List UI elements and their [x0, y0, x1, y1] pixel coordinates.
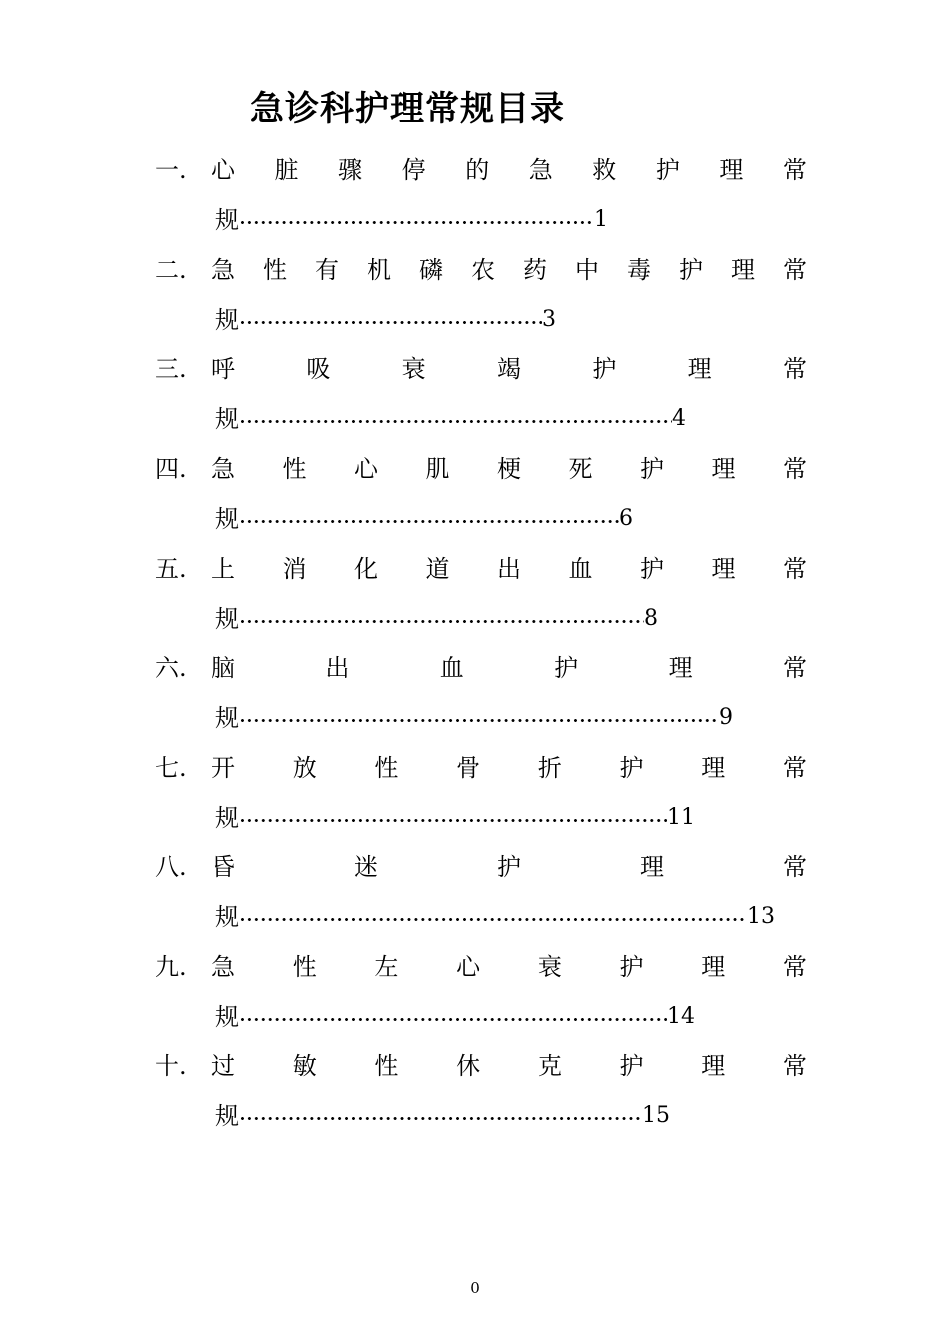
- page-footer-number: 0: [470, 1279, 480, 1297]
- toc-title-char: 理: [711, 555, 736, 583]
- toc-title-char: 常: [783, 455, 807, 483]
- toc-title-char: 呼: [211, 355, 235, 383]
- toc-title-char: 折: [537, 754, 562, 782]
- toc-title-char: 护: [592, 355, 617, 383]
- toc-entry-number: 十.: [155, 1052, 187, 1080]
- toc-title-char: 常: [782, 754, 807, 782]
- toc-entry-title: [211, 947, 807, 987]
- toc-title-char: 性: [374, 1052, 399, 1080]
- toc-title-char: 药: [523, 256, 547, 284]
- toc-title-char: 护: [655, 156, 680, 184]
- toc-title-char: 理: [668, 654, 693, 682]
- toc-entry[interactable]: [0, 250, 950, 350]
- toc-title-last-char: 规: [215, 505, 239, 533]
- toc-title-last-char: 规: [215, 405, 239, 433]
- toc-entry[interactable]: [0, 349, 950, 449]
- toc-title-char: 急: [211, 455, 235, 483]
- toc-title-char: 骨: [456, 754, 481, 782]
- toc-title-char: 机: [367, 256, 391, 284]
- dot-leader: [239, 321, 542, 324]
- toc-title-char: 敏: [292, 1052, 317, 1080]
- toc-page-number: 15: [642, 1103, 670, 1128]
- toc-entry[interactable]: [0, 748, 950, 848]
- toc-title-char: 常: [783, 256, 807, 284]
- toc-title-char: 救: [592, 156, 617, 184]
- toc-entry[interactable]: [0, 648, 950, 748]
- toc-entry[interactable]: [0, 150, 950, 250]
- toc-title-char: 开: [211, 754, 235, 782]
- toc-page-number: 6: [619, 506, 633, 531]
- toc-title-char: 理: [711, 455, 736, 483]
- dot-leader: [239, 1018, 667, 1021]
- toc-title-last-char: 规: [215, 704, 239, 732]
- toc-title-char: 理: [701, 953, 726, 981]
- toc-entry-number: 九.: [155, 953, 187, 981]
- toc-title-char: 磷: [419, 256, 443, 284]
- toc-title-char: 心: [211, 156, 235, 184]
- toc-title-char: 迷: [354, 853, 378, 881]
- toc-title-char: 放: [292, 754, 317, 782]
- toc-title-char: 中: [575, 256, 599, 284]
- toc-title-last-char: 规: [215, 1003, 239, 1031]
- toc-page-number: 3: [542, 307, 556, 332]
- toc-title-char: 常: [782, 355, 807, 383]
- toc-title-char: 出: [325, 654, 350, 682]
- toc-title-char: 脏: [274, 156, 299, 184]
- toc-title-char: 理: [731, 256, 755, 284]
- toc-entry[interactable]: [0, 549, 950, 649]
- toc-title-char: 性: [282, 455, 307, 483]
- toc-title-last-char: 规: [215, 206, 239, 234]
- toc-title-char: 理: [687, 355, 712, 383]
- toc-entry[interactable]: [0, 947, 950, 1047]
- dot-leader: [239, 221, 594, 224]
- toc-title-char: 性: [263, 256, 287, 284]
- toc-entry-continuation: [215, 1096, 670, 1136]
- toc-page-number: 13: [747, 904, 775, 929]
- dot-leader: [239, 1117, 642, 1120]
- toc-entry-continuation: [215, 897, 775, 937]
- toc-title-char: 理: [719, 156, 744, 184]
- toc-entry-number: 二.: [155, 256, 187, 284]
- toc-title-char: 过: [211, 1052, 235, 1080]
- toc-title-char: 护: [679, 256, 703, 284]
- toc-title-char: 心: [354, 455, 378, 483]
- toc-entry-number: 五.: [155, 555, 187, 583]
- toc-title-last-char: 规: [215, 1102, 239, 1130]
- toc-entry-title: [211, 847, 807, 887]
- toc-title-char: 衰: [401, 355, 426, 383]
- toc-title-char: 急: [211, 953, 235, 981]
- toc-entry-continuation: [215, 599, 658, 639]
- toc-title-char: 衰: [537, 953, 562, 981]
- toc-title-char: 出: [497, 555, 521, 583]
- toc-entry-title: [211, 648, 807, 688]
- toc-entry-title: [211, 349, 807, 389]
- toc-title-char: 吸: [306, 355, 331, 383]
- toc-title-char: 理: [640, 853, 664, 881]
- toc-title-char: 血: [439, 654, 464, 682]
- toc-title-last-char: 规: [215, 903, 239, 931]
- toc-page-number: 14: [667, 1004, 695, 1029]
- toc-title-char: 上: [211, 555, 235, 583]
- toc-title-last-char: 规: [215, 306, 239, 334]
- toc-title-char: 肌: [425, 455, 450, 483]
- toc-entry-title: [211, 449, 807, 489]
- dot-leader: [239, 719, 719, 722]
- toc-title-char: 理: [701, 1052, 726, 1080]
- toc-title-char: 常: [783, 555, 807, 583]
- toc-title-char: 护: [554, 654, 579, 682]
- toc-title-char: 护: [619, 953, 644, 981]
- toc-title-char: 休: [456, 1052, 481, 1080]
- toc-title-char: 毒: [627, 256, 651, 284]
- toc-entry-continuation: [215, 499, 633, 539]
- toc-title-char: 农: [471, 256, 495, 284]
- toc-title-char: 性: [292, 953, 317, 981]
- toc-entry-number: 七.: [155, 754, 187, 782]
- toc-title-char: 护: [640, 555, 664, 583]
- toc-title-last-char: 规: [215, 804, 239, 832]
- page-title: 急诊科护理常规目录: [250, 89, 565, 129]
- toc-title-char: 心: [456, 953, 481, 981]
- dot-leader: [239, 819, 667, 822]
- toc-entry-title: [211, 748, 807, 788]
- toc-title-char: 克: [537, 1052, 562, 1080]
- toc-entry[interactable]: [0, 449, 950, 549]
- toc-title-char: 性: [374, 754, 399, 782]
- toc-title-char: 竭: [496, 355, 521, 383]
- toc-entry-continuation: [215, 200, 608, 240]
- toc-title-char: 常: [783, 853, 807, 881]
- toc-title-char: 消: [282, 555, 307, 583]
- toc-page-number: 8: [644, 606, 658, 631]
- toc-title-char: 的: [465, 156, 490, 184]
- toc-title-char: 常: [782, 654, 807, 682]
- toc-entry[interactable]: [0, 1046, 950, 1146]
- toc-entry-continuation: [215, 798, 695, 838]
- toc-title-char: 常: [782, 953, 807, 981]
- toc-entry-continuation: [215, 997, 695, 1037]
- toc-entry-number: 一.: [155, 156, 187, 184]
- toc-title-char: 死: [568, 455, 593, 483]
- toc-title-char: 急: [528, 156, 553, 184]
- toc-title-char: 道: [425, 555, 450, 583]
- toc-title-last-char: 规: [215, 605, 239, 633]
- toc-title-char: 骤: [338, 156, 363, 184]
- toc-page-number: 9: [719, 705, 733, 730]
- toc-title-char: 常: [782, 156, 807, 184]
- toc-title-char: 急: [211, 256, 235, 284]
- toc-entry-number: 三.: [155, 355, 187, 383]
- dot-leader: [239, 520, 619, 523]
- toc-title-char: 护: [619, 754, 644, 782]
- toc-title-char: 血: [568, 555, 593, 583]
- toc-title-char: 左: [374, 953, 399, 981]
- toc-page-number: 1: [594, 207, 608, 232]
- toc-title-char: 有: [315, 256, 339, 284]
- toc-entry[interactable]: [0, 847, 950, 947]
- toc-title-char: 护: [497, 853, 521, 881]
- toc-title-char: 脑: [211, 654, 235, 682]
- toc-title-char: 常: [782, 1052, 807, 1080]
- toc-entry-title: [211, 549, 807, 589]
- dot-leader: [239, 620, 644, 623]
- toc-entry-title: [211, 150, 807, 190]
- toc-entry-continuation: [215, 300, 556, 340]
- toc-title-char: 护: [619, 1052, 644, 1080]
- toc-title-char: 化: [354, 555, 378, 583]
- toc-title-char: 护: [640, 455, 664, 483]
- toc-entry-title: [211, 1046, 807, 1086]
- toc-title-char: 昏: [211, 853, 235, 881]
- toc-page-number: 4: [672, 406, 686, 431]
- toc-title-char: 理: [701, 754, 726, 782]
- toc-entry-number: 八.: [155, 853, 187, 881]
- toc-title-char: 停: [401, 156, 426, 184]
- dot-leader: [239, 420, 672, 423]
- dot-leader: [239, 918, 747, 921]
- toc-page-number: 11: [667, 805, 695, 830]
- toc-entry-continuation: [215, 399, 686, 439]
- toc-entry-number: 四.: [155, 455, 187, 483]
- toc-title-char: 梗: [497, 455, 521, 483]
- toc-entry-number: 六.: [155, 654, 187, 682]
- toc-entry-title: [211, 250, 807, 290]
- toc-entry-continuation: [215, 698, 733, 738]
